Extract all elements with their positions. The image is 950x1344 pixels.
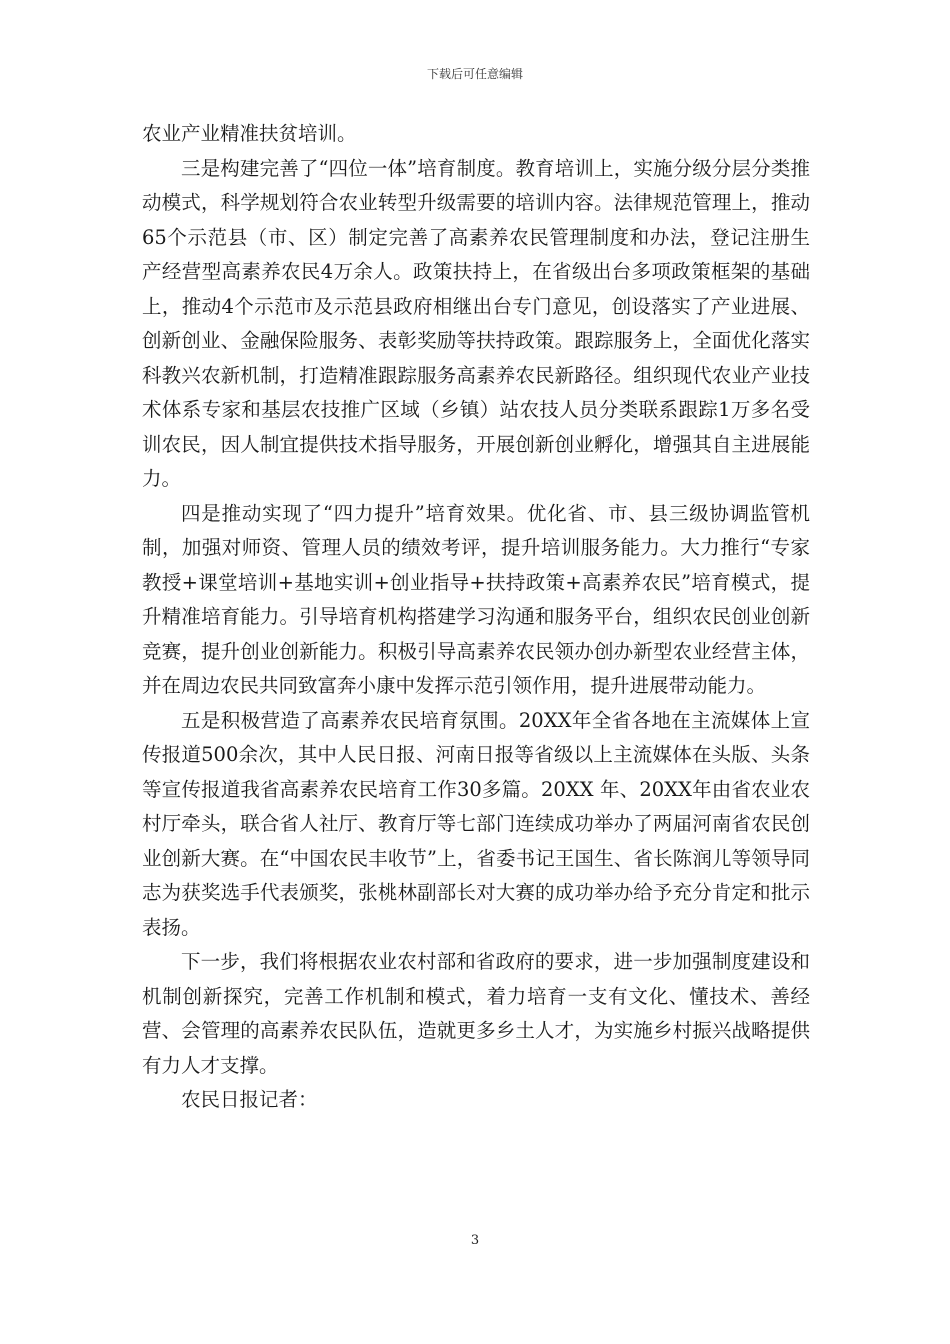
paragraph-three: 三是构建完善了“四位一体”培育制度。教育培训上，实施分级分层分类推动模式，科学规划符合农业转型升级需要的培训内容。法律规范管理上，推动65个示范县（市、区）制定完善了高素养农民管理制度和办法，登记注册生产经营型高素养农民4万余人。政策扶持上，在省级出台多项政策框架的基础上，推动4个示范市及示范县政府相继出台专门意见，创设落实了产业进展、创新创业、金融保险服务、表彰奖励等扶持政策。跟踪服务上，全面优化落实科教兴农新机制，打造精准跟踪服务高素养农民新路径。组织现代农业产业技术体系专家和基层农技推广区域（乡镇）站农技人员分类联系跟踪1万多名受训农民，因人制宜提供技术指导服务，开展创新创业孵化，增强其自主进展能力。: [142, 156, 810, 490]
paragraph-next-step: 下一步，我们将根据农业农村部和省政府的要求，进一步加强制度建设和机制创新探究，完善工作机制和模式，着力培育一支有文化、懂技术、善经营、会管理的高素养农民队伍，造就更多乡土人才，为实施乡村振兴战略提供有力人才支撑。: [142, 950, 810, 1077]
paragraph-continuation: 农业产业精准扶贫培训。: [142, 122, 357, 145]
page-header: 下载后可任意编辑: [426, 67, 523, 81]
document-body: [142, 117, 810, 1118]
page-number: 3: [470, 1233, 480, 1248]
paragraph-five: 五是积极营造了高素养农民培育氛围。20XX年全省各地在主流媒体上宣传报道500余次，其中人民日报、河南日报等省级以上主流媒体在头版、头条等宣传报道我省高素养农民培育工作30多篇。20XX 年、20XX年由省农业农村厅牵头，联合省人社厅、教育厅等七部门连续成功举办了两届河南省农民创业创新大赛。在“中国农民丰收节”上，省委书记王国生、省长陈润儿等领导同志为获奖选手代表颁奖，张桃林副部长对大赛的成功举办给予充分肯定和批示表扬。: [142, 708, 810, 939]
paragraph-four: 四是推动实现了“四力提升”培育效果。优化省、市、县三级协调监管机制，加强对师资、管理人员的绩效考评，提升培训服务能力。大力推行“专家教授+课堂培训+基地实训+创业指导+扶持政策+高素养农民”培育模式，提升精准培育能力。引导培育机构搭建学习沟通和服务平台，组织农民创业创新竞赛，提升创业创新能力。积极引导高素养农民领办创办新型农业经营主体，并在周边农民共同致富奔小康中发挥示范引领作用，提升进展带动能力。: [142, 501, 810, 697]
paragraph-reporter: 农民日报记者：: [181, 1088, 318, 1111]
